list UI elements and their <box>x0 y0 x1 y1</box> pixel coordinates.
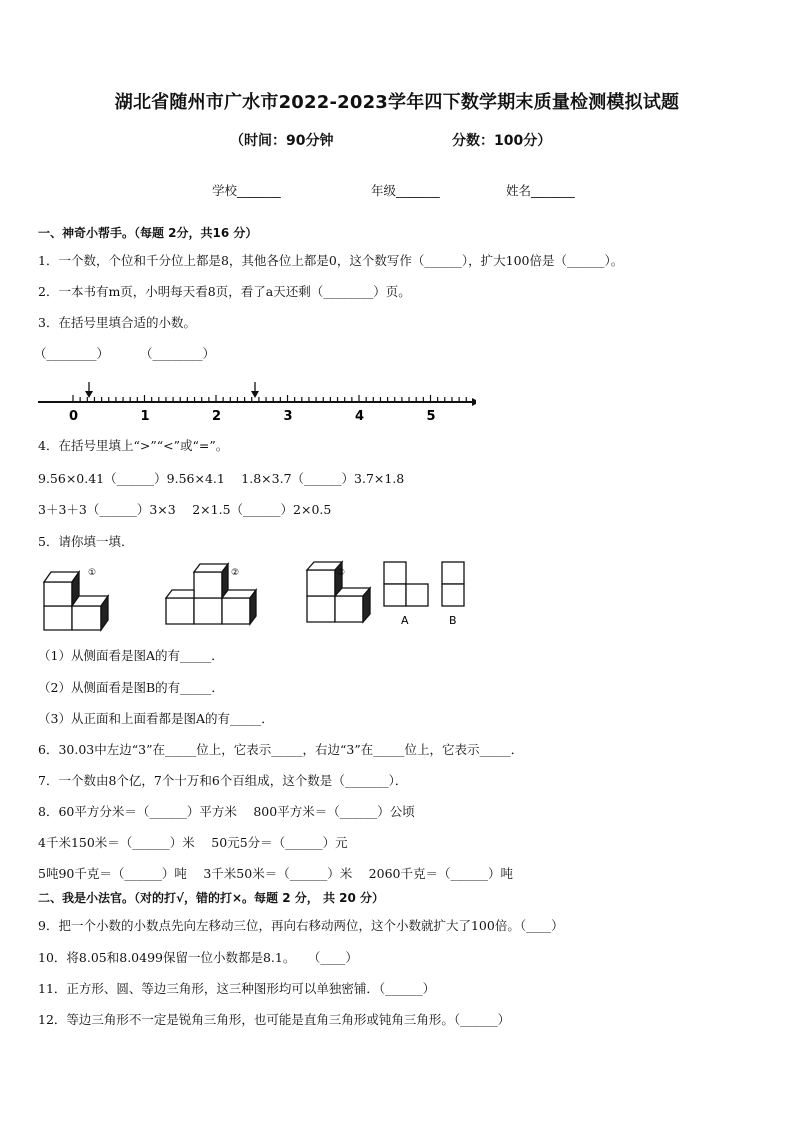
question-8: 8．60平方分米＝（______）平方米 800平方米＝（______）公顷 <box>38 804 415 819</box>
number-line-ruler <box>36 376 476 424</box>
question-5-2: （2）从侧面看是图B的有_____． <box>38 680 224 695</box>
cube-figure-1 <box>44 572 108 630</box>
page-title: 湖北省随州市广水市2022-2023学年四下数学期末质量检测模拟试题 <box>114 92 680 113</box>
question-11: 11．正方形、圆、等边三角形，这三种图形均可以单独密铺．（______） <box>38 981 436 996</box>
question-10: 10．将8.05和8.0499保留一位小数都是8.1。 （____） <box>38 950 358 965</box>
question-5-3: （3）从正面和上面看都是图A的有_____． <box>38 711 274 726</box>
view-label-a: A <box>401 614 409 627</box>
figure-label-1: ① <box>88 568 97 578</box>
question-8-line-2: 4千米150米＝（______）米 50元5分＝（______）元 <box>38 835 348 850</box>
question-1: 1．一个数，个位和千分位上都是8，其他各位上都是0，这个数写作（______），扩大100倍是（______）。 <box>38 253 624 268</box>
cube-figures <box>38 560 478 632</box>
question-7: 7．一个数由8个亿，7个十万和6个百组成，这个数是（_______）． <box>38 773 408 788</box>
cube-figure-2 <box>166 564 256 624</box>
section2-heading: 二、我是小法官。（对的打√，错的打×。每题 2 分， 共 20 分） <box>38 891 384 905</box>
question-5: 5．请你填一填． <box>38 534 134 549</box>
ruler-label: 4 <box>355 409 365 424</box>
ruler-label: 5 <box>426 409 436 424</box>
view-label-b: B <box>449 614 457 627</box>
question-9: 9．把一个小数的小数点先向左移动三位，再向右移动两位，这个小数就扩大了100倍。（____） <box>38 918 564 933</box>
question-8-line-3: 5吨90千克＝（______）吨 3千米50米＝（______）米 2060千克＝（______）吨 <box>38 866 513 881</box>
score-info: 分数：100分） <box>452 133 552 149</box>
view-figure-a <box>384 562 428 606</box>
ruler-label: 3 <box>283 409 293 424</box>
question-12: 12．等边三角形不一定是锐角三角形，也可能是直角三角形或钝角三角形。（______） <box>38 1012 511 1027</box>
q3-blank-2: （________） <box>140 346 216 361</box>
ruler-label: 1 <box>140 409 150 424</box>
view-figure-b <box>442 562 464 606</box>
time-info: （时间：90分钟 <box>230 133 334 149</box>
section1-heading: 一、神奇小帮手。（每题 2分，共16 分） <box>38 226 258 240</box>
grade-field: 年级_______ <box>371 183 440 198</box>
question-3: 3．在括号里填合适的小数。 <box>38 315 196 330</box>
q3-blank-1: （________） <box>34 346 110 361</box>
figure-label-2: ② <box>231 568 240 578</box>
question-4: 4．在括号里填上“>”“<”或“=”。 <box>38 438 229 453</box>
question-5-1: （1）从侧面看是图A的有_____． <box>38 648 224 663</box>
question-4-line-1: 9.56×0.41（______）9.56×4.1 1.8×3.7（______）3.7×1.8 <box>38 471 405 486</box>
figure-label-3: ③ <box>337 568 346 578</box>
ruler-label: 2 <box>212 409 222 424</box>
name-field: 姓名_______ <box>506 183 575 198</box>
question-2: 2．一本书有m页，小明每天看8页，看了a天还剩（________）页。 <box>38 284 411 299</box>
question-6: 6．30.03中左边“3”在_____位上，它表示_____，右边“3”在_____位上，它表示_____． <box>38 742 524 757</box>
school-field: 学校_______ <box>212 183 281 198</box>
question-4-line-2: 3＋3＋3（______）3×3 2×1.5（______）2×0.5 <box>38 502 332 517</box>
ruler-label: 0 <box>69 409 79 424</box>
